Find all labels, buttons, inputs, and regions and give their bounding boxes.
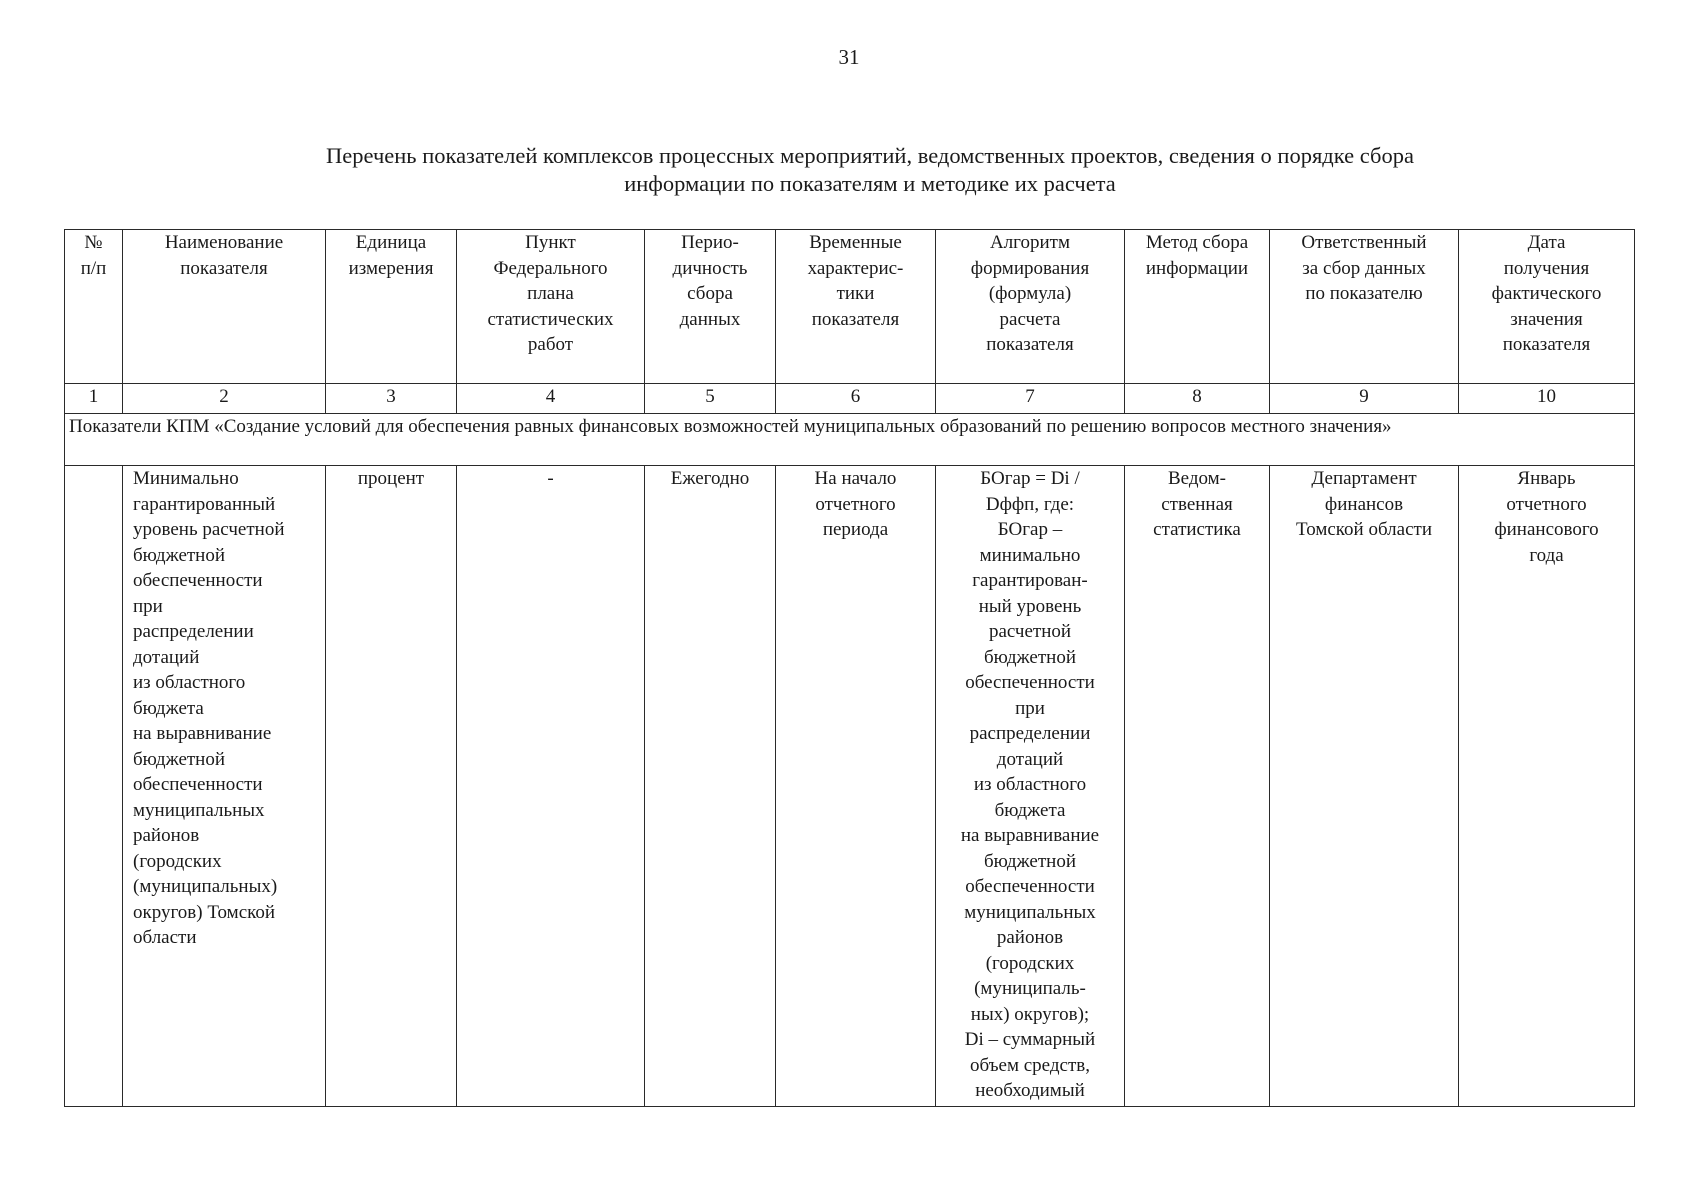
cell-periodicity: Ежегодно (645, 466, 776, 1107)
cell-time-characteristics: На начало отчетного периода (776, 466, 936, 1107)
column-number-cell: 1 (65, 384, 123, 414)
column-number-cell: 8 (1125, 384, 1270, 414)
cell-actual-date: Январь отчетного финансового года (1459, 466, 1635, 1107)
cell-collection-method: Ведом- ственная статистика (1125, 466, 1270, 1107)
document-title (150, 142, 1590, 198)
column-number-cell: 4 (457, 384, 645, 414)
header-cell-unit: Единица измерения (326, 230, 457, 384)
header-cell-collection-method: Метод сбора информации (1125, 230, 1270, 384)
section-title: Показатели КПМ «Создание условий для обеспечения равных финансовых возможностей муниципальных образований по решению вопросов местного значения» (65, 414, 1635, 466)
column-number-cell: 9 (1270, 384, 1459, 414)
cell-indicator-name: Минимально гарантированный уровень расчетной бюджетной обеспеченности при распределении дотаций из областного бюджета на выравнивание бюджетной обеспеченности муниципальных районов (городских (муниципальных) округов) Томской области (123, 466, 326, 1107)
indicators-table (64, 229, 1635, 1107)
header-cell-name: Наименование показателя (123, 230, 326, 384)
header-cell-periodicity: Перио- дичность сбора данных (645, 230, 776, 384)
document-title-line-1: Перечень показателей комплексов процессных мероприятий, ведомственных проектов, сведения о порядке сбора (326, 143, 1414, 168)
page-number: 31 (838, 45, 860, 69)
cell-unit: процент (326, 466, 457, 1107)
header-cell-actual-date: Дата получения фактического значения показателя (1459, 230, 1635, 384)
cell-responsible: Департамент финансов Томской области (1270, 466, 1459, 1107)
column-number-cell: 5 (645, 384, 776, 414)
column-number-cell: 3 (326, 384, 457, 414)
table-row (65, 466, 1635, 1107)
cell-federal-plan: - (457, 466, 645, 1107)
column-number-cell: 7 (936, 384, 1125, 414)
header-cell-algorithm: Алгоритм формирования (формула) расчета показателя (936, 230, 1125, 384)
header-cell-number: № п/п (65, 230, 123, 384)
header-cell-federal-plan: Пункт Федерального плана статистических работ (457, 230, 645, 384)
section-row (65, 414, 1635, 466)
header-cell-responsible: Ответственный за сбор данных по показателю (1270, 230, 1459, 384)
document-title-line-2: информации по показателям и методике их расчета (624, 171, 1116, 196)
column-number-cell: 10 (1459, 384, 1635, 414)
cell-algorithm: БОгар = Di / Dффп, где: БОгар – минимально гарантирован- ный уровень расчетной бюджетной обеспеченности при распределении дотаций из областного бюджета на выравнивание бюджетной обеспеченности муниципальных районов (городских (муниципаль- ных) округов); Di – суммарный объем средств, необходимый (936, 466, 1125, 1107)
column-number-row (65, 384, 1635, 414)
column-number-cell: 2 (123, 384, 326, 414)
column-number-cell: 6 (776, 384, 936, 414)
table-header-row (65, 230, 1635, 384)
header-cell-time-characteristics: Временные характерис- тики показателя (776, 230, 936, 384)
cell-number (65, 466, 123, 1107)
